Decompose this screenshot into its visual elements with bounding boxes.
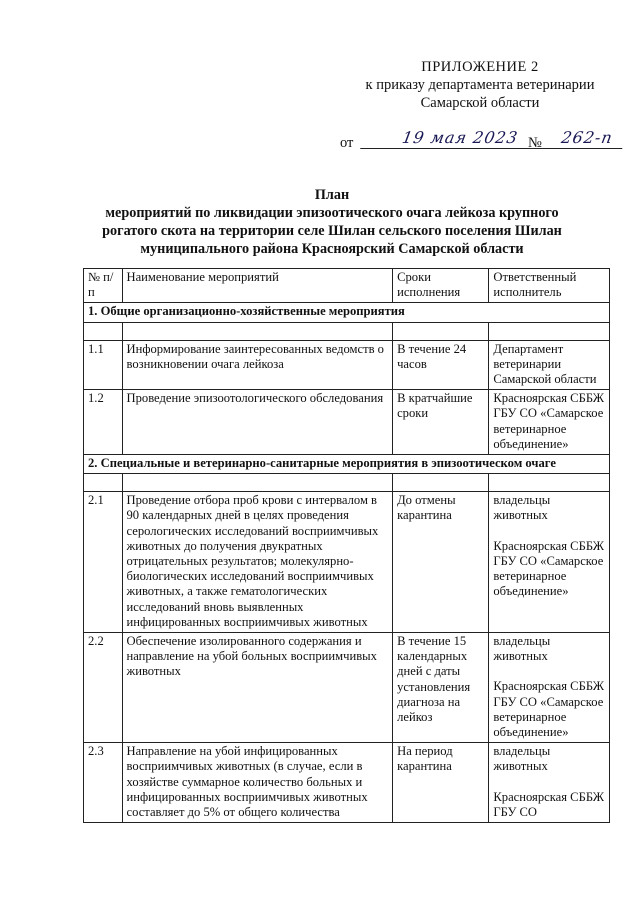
section-row <box>84 303 610 322</box>
header-terms: Сроки исполнения <box>393 269 489 303</box>
row-num: 1.2 <box>84 390 123 455</box>
table-row <box>84 492 610 633</box>
responsible-owners: владельцы животных <box>493 493 551 523</box>
responsible-vet-service: Красноярская СББЖ ГБУ СО «Самарское ветеринарное объединение» <box>493 538 605 599</box>
section-title: 1. Общие организационно-хозяйственные мероприятия <box>84 303 610 322</box>
row-name: Обеспечение изолированного содержания и направление на убой больных восприимчивых животных <box>122 633 393 743</box>
plan-subtitle-line-2: рогатого скота на территории селе Шилан сельского поселения Шилан <box>102 223 562 239</box>
order-date: 19 мая 2023 <box>360 128 560 149</box>
row-responsible <box>489 633 610 743</box>
table-row <box>84 743 610 823</box>
table-row <box>84 633 610 743</box>
plan-table <box>83 268 610 823</box>
row-terms: В течение 15 календарных дней с даты установления диагноза на лейкоз <box>393 633 489 743</box>
row-num: 2.2 <box>84 633 123 743</box>
row-terms: На период карантина <box>393 743 489 823</box>
header-num: № п/п <box>84 269 123 303</box>
row-terms: До отмены карантина <box>393 492 489 633</box>
appendix-line-1: к приказу департамента ветеринарии <box>365 77 595 93</box>
section-gap-row <box>84 474 610 492</box>
appendix-header <box>330 58 630 112</box>
appendix-title: ПРИЛОЖЕНИЕ 2 <box>421 59 539 75</box>
responsible-owners: владельцы животных <box>493 744 551 774</box>
section-gap-row <box>84 322 610 340</box>
table-row <box>84 390 610 455</box>
row-num: 2.3 <box>84 743 123 823</box>
order-reference <box>336 128 626 154</box>
order-number-label: № <box>528 135 542 151</box>
row-num: 1.1 <box>84 340 123 390</box>
plan-title: План <box>314 187 350 203</box>
order-number: 262-п <box>548 128 626 149</box>
row-name: Проведение эпизоотологического обследования <box>122 390 393 455</box>
section-title: 2. Специальные и ветеринарно-санитарные мероприятия в эпизоотическом очаге <box>84 455 610 474</box>
responsible-vet-service: Красноярская СББЖ ГБУ СО <box>493 789 605 819</box>
row-responsible <box>489 743 610 823</box>
plan-subtitle-line-3: муниципального района Красноярский Самарской области <box>140 241 524 257</box>
row-responsible <box>489 492 610 633</box>
header-responsible: Ответственный исполнитель <box>489 269 610 303</box>
appendix-line-2: Самарской области <box>420 95 540 111</box>
row-responsible: Департамент ветеринарии Самарской области <box>489 340 610 390</box>
section-row <box>84 455 610 474</box>
order-from-label: от <box>340 135 354 151</box>
responsible-vet-service: Красноярская СББЖ ГБУ СО «Самарское ветеринарное объединение» <box>493 679 605 740</box>
row-name: Направление на убой инфицированных восприимчивых животных (в случае, если в хозяйстве суммарное количество больных и инфицированных восприимчивых животных составляет до 5% от общего количества <box>122 743 393 823</box>
table-header-row <box>84 269 610 303</box>
row-responsible: Красноярская СББЖ ГБУ СО «Самарское ветеринарное объединение» <box>489 390 610 455</box>
plan-subtitle-line-1: мероприятий по ликвидации эпизоотического очага лейкоза крупного <box>105 205 559 221</box>
row-name: Информирование заинтересованных ведомств о возникновении очага лейкоза <box>122 340 393 390</box>
row-terms: В течение 24 часов <box>393 340 489 390</box>
responsible-owners: владельцы животных <box>493 634 551 664</box>
plan-title-block <box>92 186 572 258</box>
table-row <box>84 340 610 390</box>
row-name: Проведение отбора проб крови с интервалом в 90 календарных дней в целях проведения серологических исследований восприимчивых животных до получения двукратных отрицательных результатов; молекулярно-биологических исследований восприимчивых животных, а также гематологических исследований вновь выявленных инфицированных восприимчивых животных <box>122 492 393 633</box>
row-terms: В кратчайшие сроки <box>393 390 489 455</box>
row-num: 2.1 <box>84 492 123 633</box>
header-name: Наименование мероприятий <box>122 269 393 303</box>
